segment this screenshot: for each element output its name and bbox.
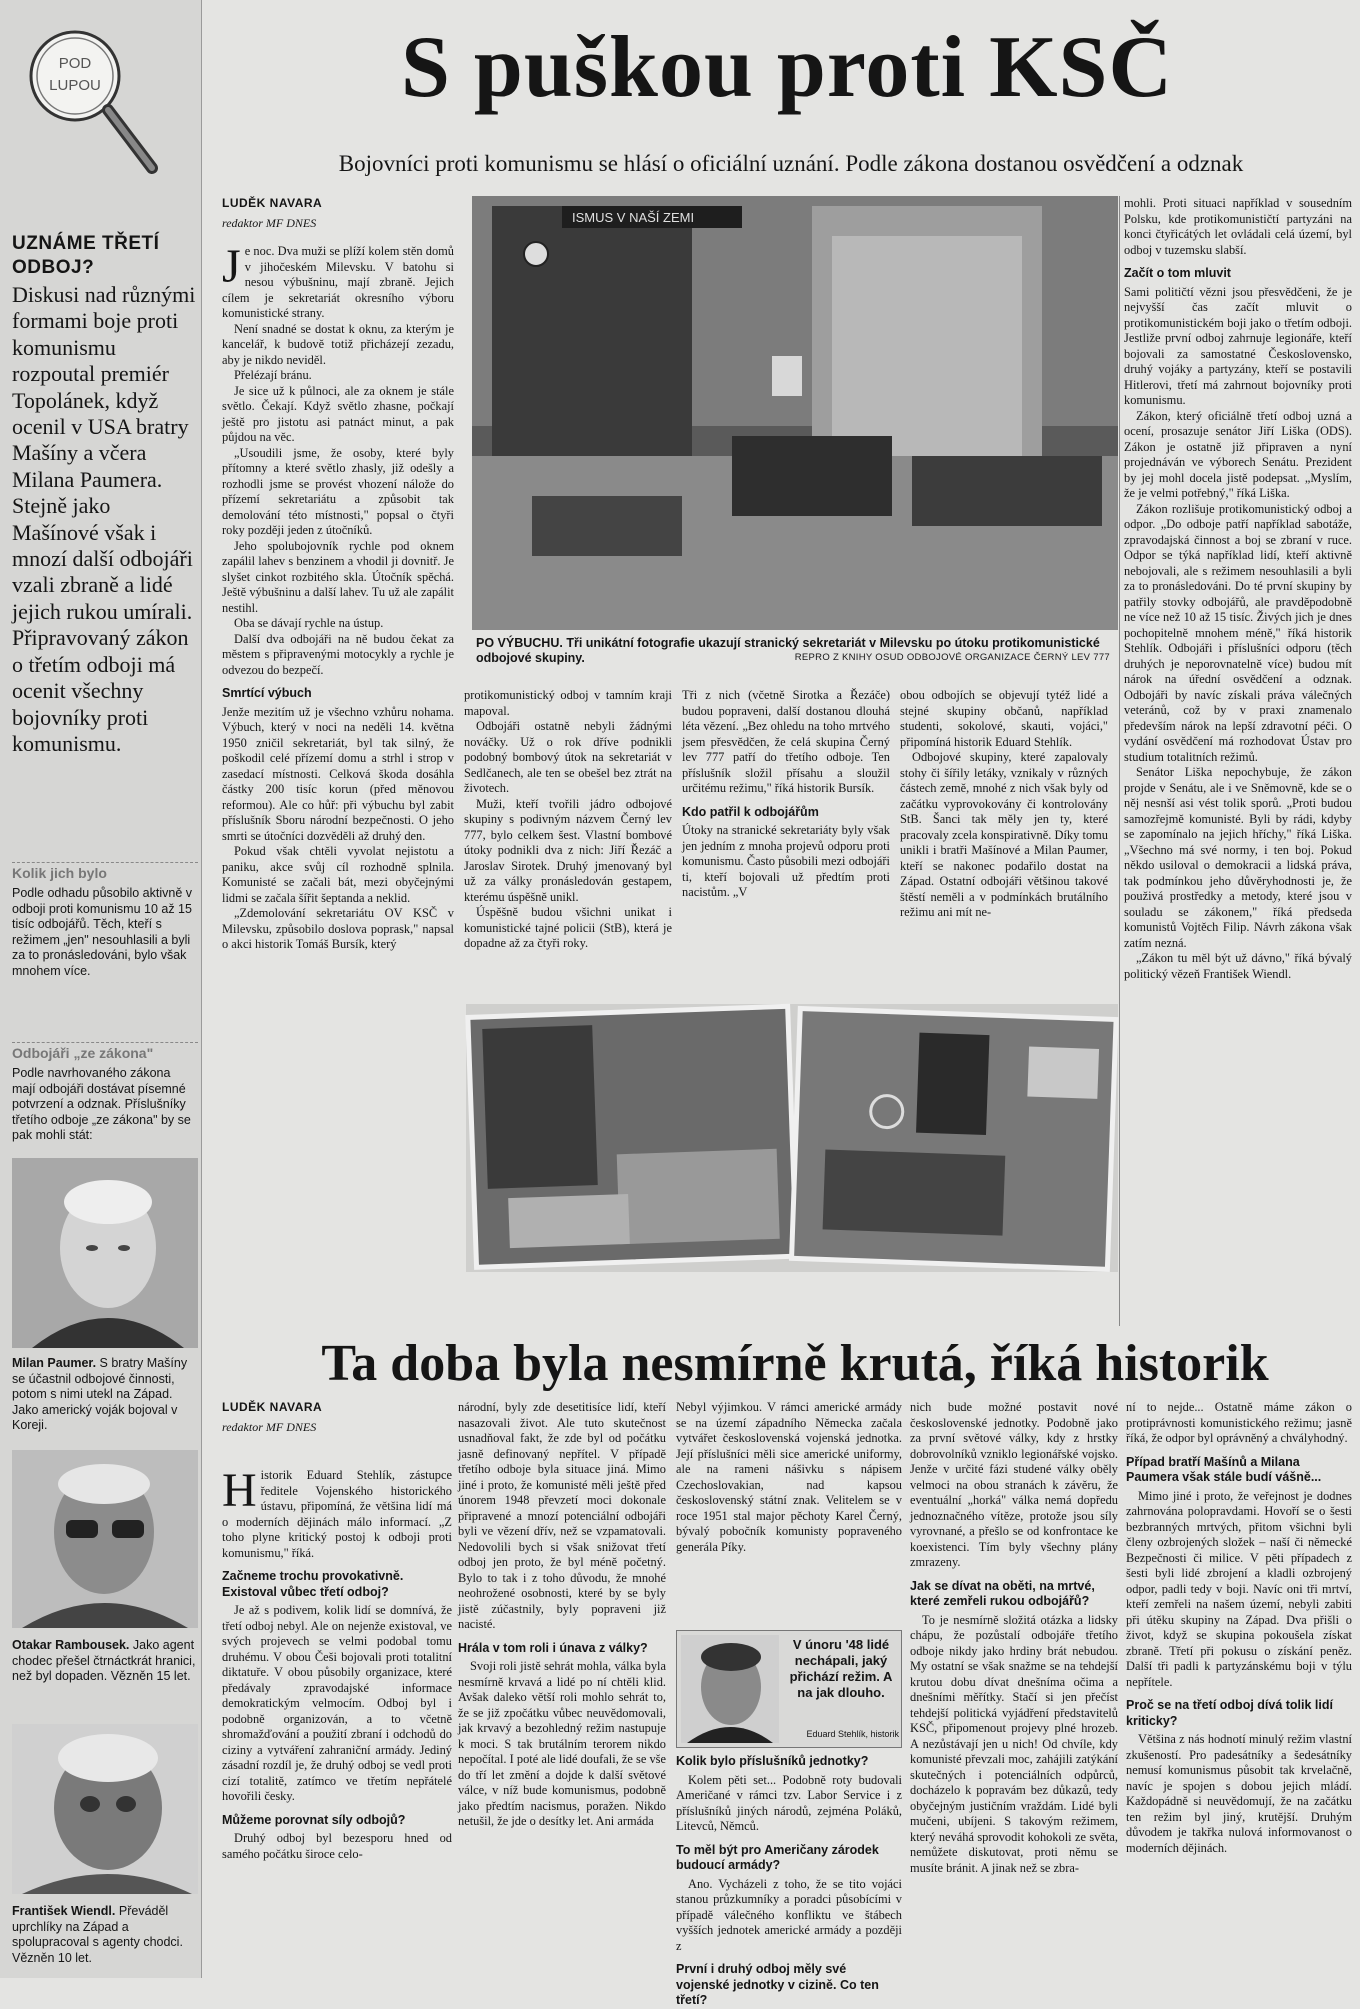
magnifier-icon [20,18,170,188]
pull-quote-source: Eduard Stehlík, historik [806,1729,899,1739]
article1-author: LUDĚK NAVARA [222,196,323,210]
article1-col4: obou odbojích se objevují tytéž lidé a stejné skupiny občanů, například studenti, sokolové, skauti, vojáci," připomíná historik Eduard Stehlík. Odbojové skupiny, které zapalovaly stohy či šířily letáky, vznikaly v různých částech země, mnohé z nich však byly od začátku vyprovokovány či kontrolovány StB. Šanci tak měly jen ty, které pracovaly zcela konspirativně. Díky tomu unikli i bratři Mašínové a Milan Paumer, kteří se nakonec podařilo dostat na Západ. Ostatní odbojáři většinou takové štěstí neměli a v podmínkách brutálního režimu ani mít ne- [900,688,1108,919]
article2-col1: Historik Eduard Stehlík, zástupce ředitele Vojenského historického ústavu, připomíná, že většina lidí má o moderních dějinách málo informací. „Z toho plyne kritický postoj k odboji proti komunismu," říká. Začneme trochu provokativně. Existoval vůbec třetí odboj? Je až s podivem, kolik lidí se domnívá, že třetí odboj nebyl. Ale on nejenže existoval, ve svých projevech se velmi podobal tomu druhému. V obou Češi bojovali proti totalitní diktatuře. V obou působily organizace, které předávaly zpravodajské informace demokratickým velmocím. Odboj byl i podobně organizován, a to včetně shromažďování a použití zbraní i odchodů do ciziny a vytváření zahraniční armády. Jediný zásadní rozdíl je, že druhý odboj se vedl proti cizí totalitě, zatímco ve třetím nepřátelé hovořili česky. Můžeme porovnat síly odbojů? Druhý odboj byl bezesporu hned od samého počátku široce celo- [222,1464,452,1861]
article1-col2: protikomunistický odboj v tamním kraji mapoval. Odbojáři ostatně nebyli žádnými nováčky. Už o rok dříve podnikli podobný bombový útok na sekretariát v Sedlčanech, ale ten se obešel bez ztrát na životech. Muži, kteří tvořili jádro odbojové skupiny s podivným názvem Černý lev 777, bylo celkem šest. Vlastní bombové útoky podnikli dva z nich: Jiří Řezáč a Jaroslav Sirotek. Druhý jmenovaný byl už za války pronásledován gestapem, kterému úspěšně unikl. Úspěšně budou všichni unikat i komunistické tajné policii (StB), která je dopadne až za čtyři roky. [464,688,672,950]
sidebar-title: UZNÁME TŘETÍ ODBOJ? [12,233,160,278]
article2-col2: národní, byly zde desetitisíce lidí, kteří nasazovali život. Ale tuto skutečnost usnadňoval fakt, že zde byl od počátku jasně definovaný nepřítel. V případě třetího odboje byla situace jiná. Mimo jiné i proto, že komunisté měli ještě před únorem 1948 převzetí moci dokonale připravené a mnozí potenciální odbojáři byli ve vězení dřív, než se vzpamatovali. Nedovolili bych si však snižovat třetí odboj jen proto, že byl méně početný. Bylo to tak i z toho důvodu, že mnohé neohrožené osobnosti, které by se byly jistě zúčastnily, byly popraveni již nacisté. Hrála v tom roli i únava z války? Svoji roli jistě sehrát mohla, válka byla nesmírně krvavá a lidé po ní chtěli klid. Avšak daleko větší roli mohlo sehrát to, že se již zpočátku vůbec neuvědomovali, jak krvavý a bezohledný režim nastupuje k moci. S tak brutálním terorem nikdo nepočítal. I poté ale lidé doufali, že se vše do tří let změní a dojde k další světové válce, v níž bude komunismus, podobně jako předtím nacismus, poražen. Nikdo netušil, že jde o desítky let. Ani armáda [458,1400,666,1828]
box1-title: Kolik jich bylo [12,862,198,881]
article1-subtitle: Bojovníci proti komunismu se hlásí o oficiální uznání. Podle zákona dostanou osvědčení a odznak [338,151,1244,176]
article2-col3: Nebyl výjimkou. V rámci americké armády se na území západního Německa začala vytvářet československá vojenská jednotka. Její příslušníci měli sice americké uniformy, ale na rameni nášivku s nápisem Czechoslovakian, nad kapsou československý státní znak. Velitelem se v roce 1951 stal major pěchoty Karel Černý, bývalý pobočník komunisty popraveného generála Píky. [676,1400,902,1554]
pull-quote: V únoru '48 lidé nechápali, jaký přichází režim. A na jak dlouho. [789,1637,893,1700]
subheading-smrtici-vybuch: Smrtící výbuch [222,686,312,700]
caption-milan-paumer: Milan Paumer. S bratry Mašíny se účastnil odbojové činnosti, potom s nimi utekl na Západ. Jako americký voják bojoval v Koreji. [12,1356,188,1433]
article2-role: redaktor MF DNES [222,1420,317,1434]
logo-line1: POD [58,55,92,72]
article2-col4: nich bude možné postavit nové československé jednotky. Podobně jako za první světové války, kdy z hrstky dobrovolníků vzniklo legionářské vojsko. Jenže v určité fázi studené války oběly velmoci na obou stranách k závěru, že eventuální „horká" válka nemá dopředu jednoznačného vítěze, protože jsou síly vyrovnané, a přešlo se od konfrontace ke koexistenci. Tím byly všechny plány zmrazeny. Jak se dívat na oběti, na mrtvé, které zemřeli rukou odbojářů? To je nesmírně složitá otázka a lidsky chápu, že pozůstalí odbojáře třetího odboje nikdy jako hrdiny brát nebudou. My ostatní se však snažme se na tehdejší krutou dobu dívat dnešníma očima a dnešními měřítky. Stačí si jen přečíst tehdejší politická vyjádření představitelů KSČ, připomenout projevy plné hrozeb. A nezůstávají jen u nich! Od chvíle, kdy komunisté převzali moc, zahájili zatýkání skutečných i potenciálních odpůrců, docházelo k popravám bez důkazů, tedy obyčejným justičním vraždám. Lidé byli mučeni, ubíjeni. S takovým režimem, který neváhá sprovodit kohokoli ze světa, nemůžete diskutovat, proti němu se musíte bránit. A jinak než se zbra- [910,1400,1118,1875]
column-divider [1119,196,1120,1326]
photo-credit: REPRO Z KNIHY OSUD ODBOJOVÉ ORGANIZACE ČERNÝ LEV 777 [794,652,1110,663]
article2-col5: ní to nejde... Ostatně máme zákon o protiprávnosti komunistického režimu; jasně říká, že odpor byl oprávněný a chvályhodný. Případ bratří Mašínů a Milana Paumera však stále budí vášně... Mimo jiné i proto, že veřejnost je dodnes zahrnována polopravdami. Hovoří se o šesti bezbranných mrtvých, přitom všichni byli členy ozbrojených složek – naší či německé Bezpečnosti či milice. V pěti případech z šesti byli lidé zbrojení a kladli ozbrojený odpor, padli tedy v boji. Navíc oni tři mrtví, kteří zemřeli na našem území, nebyli zabiti při útěku skupiny na Západ. Dva přišli o život, když se skupina pokoušela získat zbraně. Třetí při pokusu o získání peněz. Další tři padli k partyzánskému boji v týlu nepřítele. Proč se na třetí odboj dívá tolik lidí kriticky? Většina z nás hodnotí minulý režim vlastní zkušeností. Pro padesátníky a šedesátníky nemusí komunismus působit tak krvelačně, navíc je spojen s dobou jejich mládí. Každopádně si neuvědomují, že na začátku ten režim byl jiný, krutější. Druhým důvodem je takřka nulová informovanost o moderních dějinách. [1126,1400,1352,1855]
article2-title: Ta doba byla nesmírně krutá, říká historik [321,1335,1269,1392]
portrait-otakar-rambousek [12,1450,198,1628]
subheading-zacit-mluvit: Začít o tom mluvit [1124,266,1231,280]
photo-destroyed-office [472,196,1118,630]
article1-title: S puškou proti KSČ [400,19,1174,116]
photo-caption: PO VÝBUCHU. Tři unikátní fotografie ukazují stranický sekretariát v Milevsku po útoku protikomunistické odbojové skupiny. [476,636,1100,665]
article1-col5: mohli. Proti situaci například v sousedním Polsku, kde protikomunističtí partyzáni na konci čtyřicátých let ovládali celá území, byl odboj v tuzemsku slabší. Začít o tom mluvit Sami političtí vězni jsou přesvědčeni, že je nejvyšší čas začít mluvit o protikomunistickém boji jako o třetím odboji. Jestliže první odboj zahrnuje legionáře, kteří bojovali za samostatné Československo, druhý vojáky a partyzány, kteří se postavili Hitlerovi, třetí má zahrnout bojovníky proti komunismu. Zákon, který oficiálně třetí odboj uzná a ocení, prosazuje senátor Jiří Liška (ODS). Zákon je ostatně již připraven a nyní projednáván ve výborech Senátu. Prezident by jej mohl docela jistě podepsat. „Myslím, že je velmi potřebný," říká Liška. Zákon rozlišuje protikomunistický odboj a odpor. „Do odboje patří například sabotáže, zpravodajská činnost a boj se zbraní v ruce. Odpor se týká například lidí, kteří aktivně nebojovali, ale s režimem nesouhlasili a byli za to pronásledováni. Do té první skupiny by patřily stovky odbojářů, ale pravděpodobně ne více než 10 až 15 tisíc. Živých jich je dnes pochopitelně mnohem méně," říká historik Stehlík. Odbojáři i příslušníci odporu (těch druhých je neporovnatelně více) budou mít nárok na úřední osvědčení a odznak. Odbojáři by navíc získali práva válečných veteránů, což by v praxi znamenalo především nárok na lepší zdravotní péči. O vydání osvědčení má rozhodovat Ústav pro studium totalitních režimů. Senátor Liška nepochybuje, že zákon projde v Senátu, ale i ve Sněmovně, kde se o něj nesnší asi vést tolik sporů. „Proti budou samozřejmě komunisté. Byli by rádi, kdyby se zapomínalo na jejich hříchy," říká Liška. „Všechno má své normy, i ten boj. Pokud někdo usiloval o demokracii a lidská práva, tak podmínkou jeho důvěryhodnosti je, že použivá prostředky a metody, které jsou v souladu se zákonem," říká předseda komunistů Vojtěch Filip. Návrh zákona však zatím nezná. „Zákon tu měl být už dávno," říká bývalý politický vězeň František Wiendl. [1124,196,1352,981]
logo-line2: LUPOU [49,77,101,94]
article1-col3: Tři z nich (včetně Sirotka a Řezáče) budou popraveni, další dostanou dlouhá léta vězení. „Bez ohledu na toho mrtvého jsem přesvědčen, že celá skupina Černý lev 777 patří do třetího odboje. Ten příslušník složil přísahu a sloužil určitému režimu," říká historik Bursík. Kdo patřil k odbojářům Útoky na stranické sekretariáty byly však jen jedním z mnoha projevů odporu proti komunismu. Často působili mezi odbojáři ti, kteří bojovali už předtím proti nacistům. „V [682,688,890,899]
box2-text: Podle navrhovaného zákona mají odbojáři dostávat písemné potvrzení a odznak. Příslušníky třetího odboje „ze zákona" by se pak mohli stát: [12,1066,191,1143]
sidebar-lead: Diskusi nad různými formami boje proti komunismu rozpoutal premiér Topolánek, když ocenil v USA bratry Mašíny a včera Milana Paumera. Stejně jako Mašínové však i mnozí další odbojáři vzali zbraně a lidé jejich rukou umírali. Připravovaný zákon o třetím odboji má ocenit všechny bojovníky proti komunismu. [12,282,196,756]
pull-quote-box [676,1630,902,1748]
subheading-kdo-patril: Kdo patřil k odbojářům [682,804,819,819]
portrait-frantisek-wiendl [12,1724,198,1894]
article1-role: redaktor MF DNES [222,216,317,230]
box2-title: Odbojáři „ze zákona" [12,1042,198,1061]
box1-text: Podle odhadu působilo aktivně v odboji proti komunismu 10 až 15 tisíc odbojářů. Těch, kteří s režimem „jen" nesouhlasili a byli za to pronásledováni, bylo však mnohem více. [12,886,192,978]
wall-sign-text: ISMUS V NAŠÍ ZEMI [572,210,695,225]
photo-collage [466,1004,1118,1272]
article2-col3b: Kolik bylo příslušníků jednotky? Kolem pěti set... Podobně roty budovali Američané v rámci tzv. Labor Service i z příslušníků jiných národů, zejména Poláků, Litevců, Němců. To měl být pro Američany zárodek budoucí armády? Ano. Vycházeli z toho, že se tito vojáci stanou průzkumníky a poradci působícími v případě válečného konfliktu ve štábech vyšších jednotek americké armády a později z První i druhý odboj měly své vojenské jednotky v cizině. Co ten třetí? [676,1754,902,2007]
sidebar [0,0,202,1978]
caption-frantisek-wiendl: František Wiendl. Převáděl uprchlíky na Západ a spolupracoval s agenty chodci. Vězněn 10 let. [12,1904,183,1965]
article1-col1: Je noc. Dva muži se plíží kolem stěn domů v jihočeském Milevsku. V batohu si nesou výbušninu, mají zbraně. Jejich cílem je sekretariát okresního výboru komunistické strany. Není snadné se dostat k oknu, za kterým je kancelář, k budově totiž přicházejí zezadu, aby je nikdo neviděl. Přelézají bránu. Je sice už k půlnoci, ale za oknem je stále světlo. Čekají. Když světlo zhasne, počkají ještě pro jistotu asi patnáct minut, a pak půjdou na věc. „Usoudili jsme, že osoby, které byly přítomny a které světlo zhasly, již odešly a rozhodli jsme se provést vhození nálože do přízemí sekretariátu a způsobit tak demolování této místnosti," popsal o čtyři roky později jeden z útočníků. Jeho spolubojovník rychle pod oknem zapálil lahev s benzinem a vhodil ji dovnitř. Je slyšet cinkot rozbitého skla. Útočník spěchá. Ještě výbušninu a další lahev. Tu už ale zapálit nestihl. Oba se dávají rychle na ústup. Další dva odbojáři na ně budou čekat za městem s připravenými motocykly a rychle je odvezou do bezpečí. Smrtící výbuch Jenže mezitím už je všechno vzhůru nohama. Výbuch, který v noci na neděli 14. května 1950 zničil sekretariát, byl tak silný, že poškodil celé přízemí domu a strhl i strop v zasedací místnosti. Celková škoda dosáhla částky 200 tisíc korun (před měnovou reformou). Ale co hůř: při výbuchu byl zabit příslušník Sboru národní bezpečnosti. O jeho smrti se útočníci dozvěděli až druhý den. Pokud však chtěli vyvolat nejistotu a paniku, akce svůj cíl rozhodně splnila. Komunisté se začali bát, mezi obyčejnými lidmi se začala šířit šeptanda a neklid. „Zdemolování sekretariátu OV KSČ v Milevsku, způsobilo doslova poprask," napsal o akci historik Tomáš Bursík, který [222,240,454,951]
portrait-eduard-stehlik [681,1635,779,1743]
article2-author: LUDĚK NAVARA [222,1400,323,1414]
caption-otakar-rambousek: Otakar Rambousek. Jako agent chodec přešel čtrnáctkrát hranici, než byl dopaden. Vězněn 15 let. [12,1638,196,1684]
portrait-milan-paumer [12,1158,198,1348]
